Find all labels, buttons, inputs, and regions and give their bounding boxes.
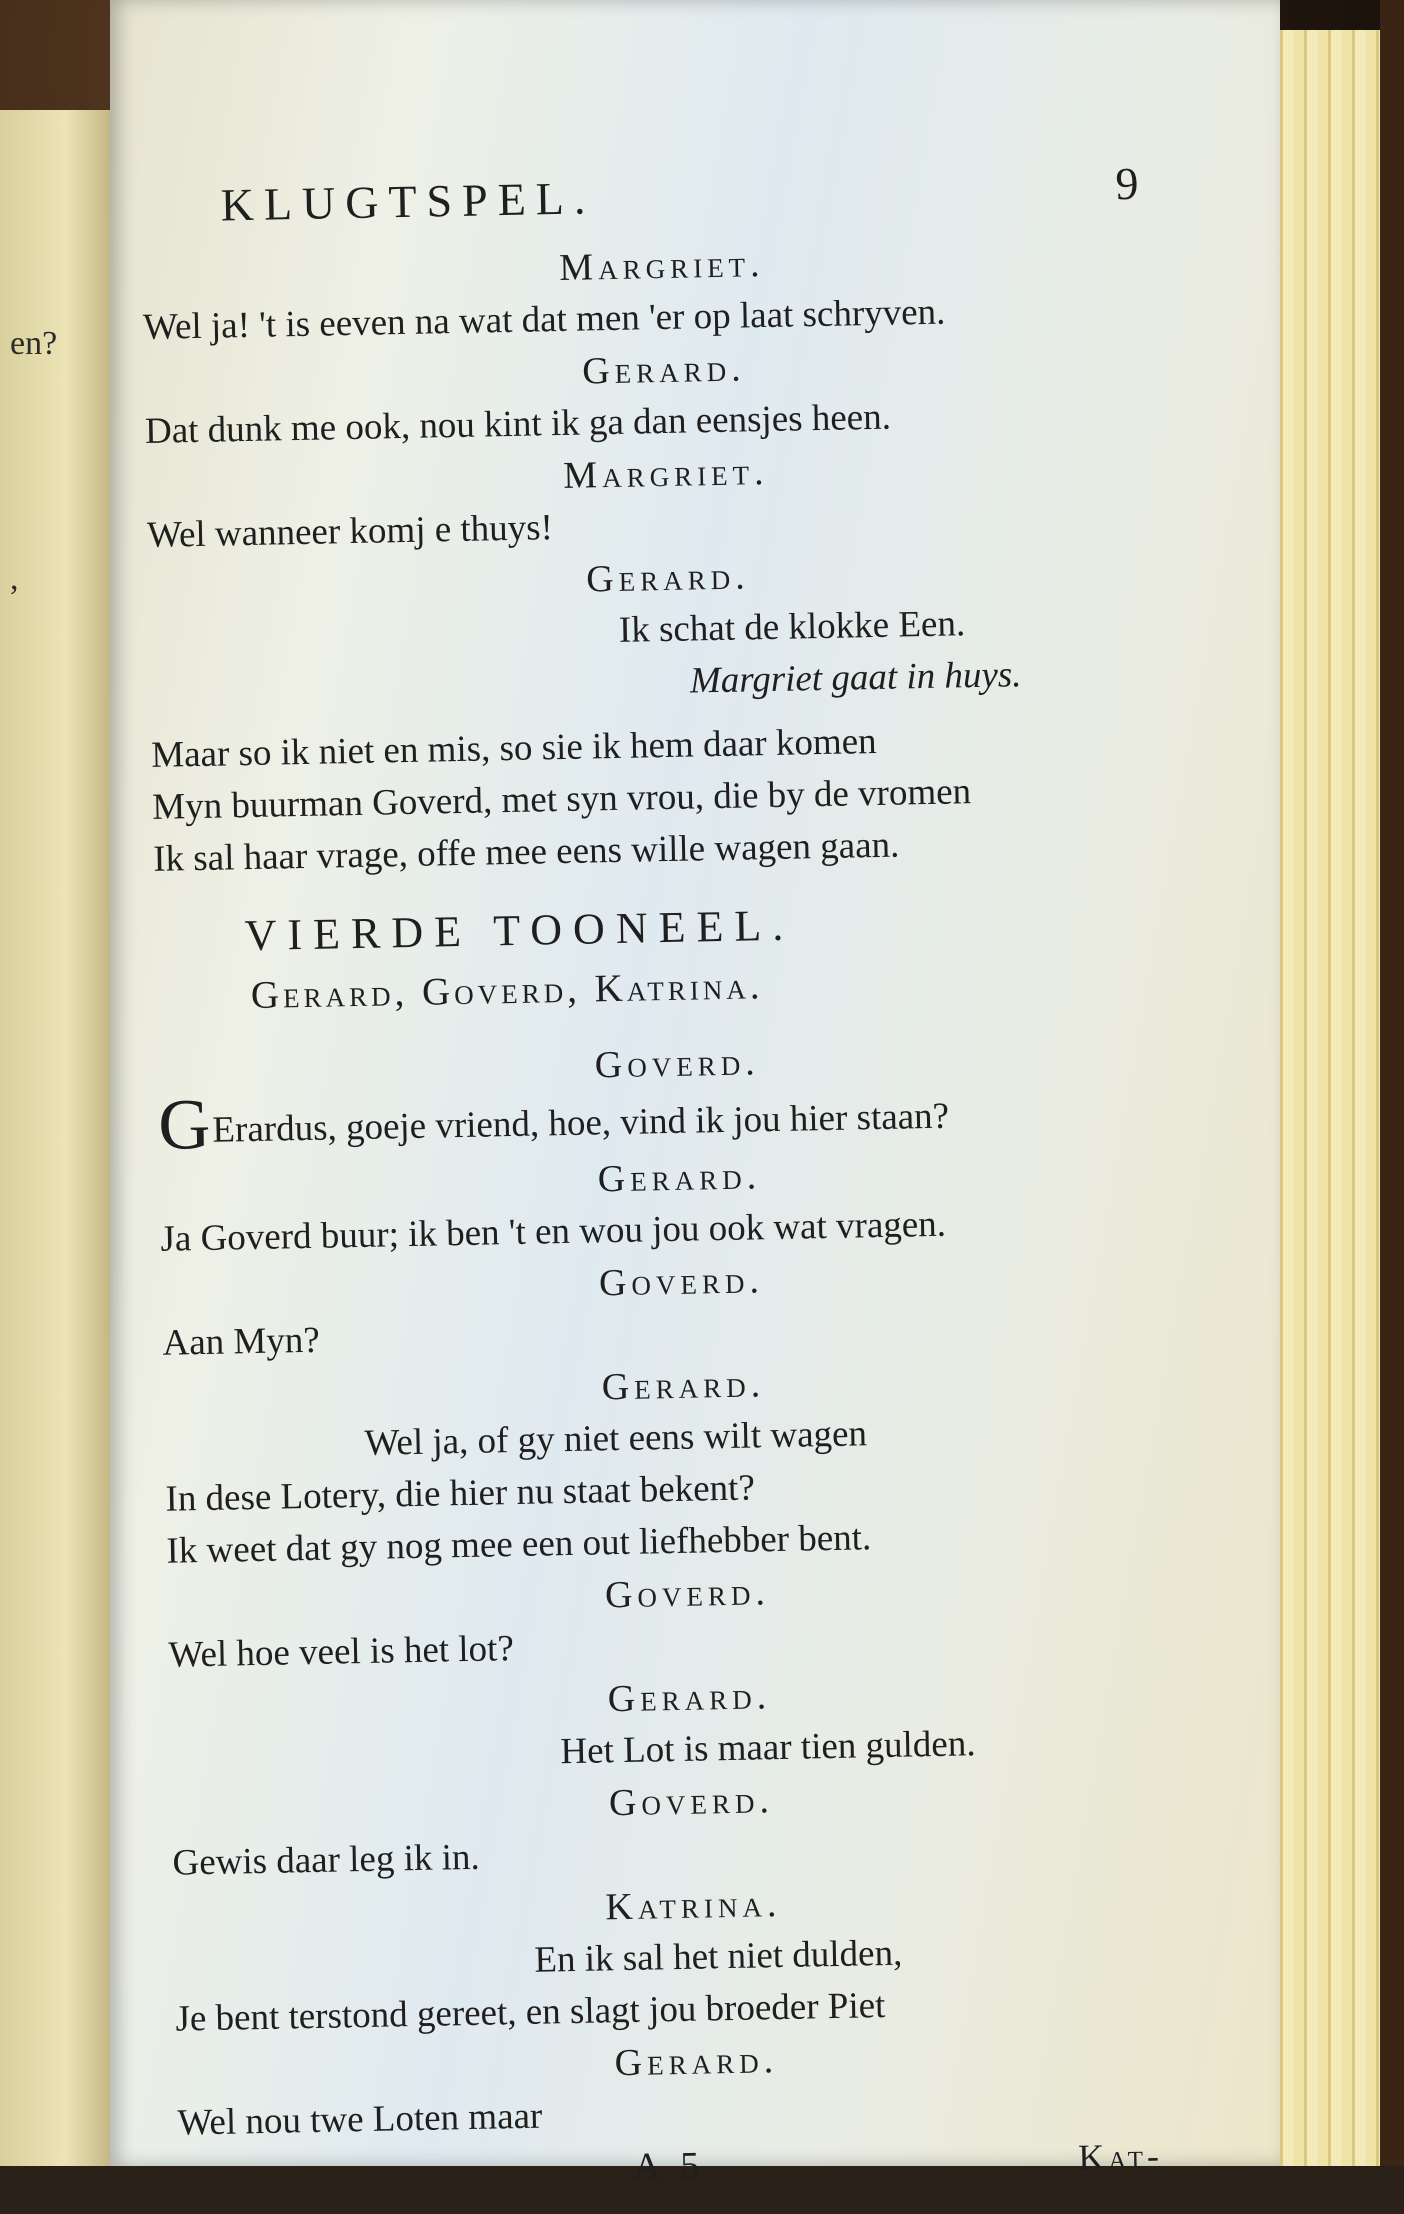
drop-cap: G [157,1083,212,1165]
book-cover-edge [1380,0,1404,2166]
speaker-name: Gerard. [607,1675,772,1721]
scene-cast: Gerard, Goverd, Katrina. [250,964,764,1018]
verse-line: Wel ja! 't is eeven na wat dat men 'er op laat schryven. [142,291,946,348]
signature-mark: A 5 [633,2144,706,2188]
page-edges [1270,30,1380,2166]
scene-title: VIERDE TOONEEL. [244,900,795,961]
speaker-name: Goverd. [594,1041,761,1087]
speaker-name: Gerard. [597,1155,762,1201]
verse-line: Myn buurman Goverd, met syn vrou, die by de vromen [151,771,972,828]
verse-line: Wel ja, of gy niet eens wilt wagen [364,1413,868,1464]
verse-line: Ja Goverd buur; ik ben 't en wou jou ook wat vragen. [160,1203,947,1260]
catchword: Kat- [1077,2135,1164,2178]
facing-page-fragment: en? [10,325,58,362]
facing-page-edge [0,110,120,2166]
verse-line: Ik weet dat gy nog mee een out liefhebber bent. [166,1517,872,1572]
speaker-name: Gerard. [614,2039,779,2085]
speaker-name: Goverd. [608,1779,775,1825]
running-title: KLUGTSPEL. [220,172,596,231]
verse-line: In dese Lotery, die hier nu staat bekent? [165,1467,756,1520]
verse-line: Dat dunk me ook, nou kint ik ga dan eensjes heen. [144,396,892,452]
verse-line: Je bent terstond gereet, en slagt jou broeder Piet [175,1985,886,2040]
stage-direction: Margriet gaat in huys. [689,654,1022,702]
speaker-name: Gerard. [581,347,747,393]
book-page [110,0,1280,2188]
verse-line: Maar so ik niet en mis, so sie ik hem daar komen [150,720,877,776]
verse-line: Ik sal haar vrage, offe mee eens wille wagen gaan. [152,824,900,880]
verse-line: Wel wanneer komj e thuys! [146,507,554,556]
speaker-name: Gerard. [585,555,751,601]
speaker-name: Gerard. [601,1363,766,1409]
speaker-name: Goverd. [598,1259,765,1305]
speaker-name: Katrina. [605,1883,782,1929]
speaker-name: Margriet. [558,243,765,289]
verse-line: Gewis daar leg ik in. [172,1836,481,1884]
verse-line: Het Lot is maar tien gulden. [560,1723,976,1773]
verse-line: Wel hoe veel is het lot? [168,1628,515,1676]
verse-line: Aan Myn? [162,1319,321,1364]
facing-page-fragment: , [10,560,19,597]
page-number: 9 [1114,157,1139,210]
verse-line: En ik sal het niet dulden, [534,1932,903,1981]
verse-line-text: Erardus, goeje vriend, hoe, vind ik jou hier staan? [212,1095,950,1151]
speaker-name: Goverd. [604,1571,771,1617]
verse-line: Ik schat de klokke Een. [618,603,966,651]
speaker-name: Margriet. [562,450,769,497]
verse-line: Wel nou twe Loten maar [177,2095,543,2144]
page-text [140,149,1279,2214]
